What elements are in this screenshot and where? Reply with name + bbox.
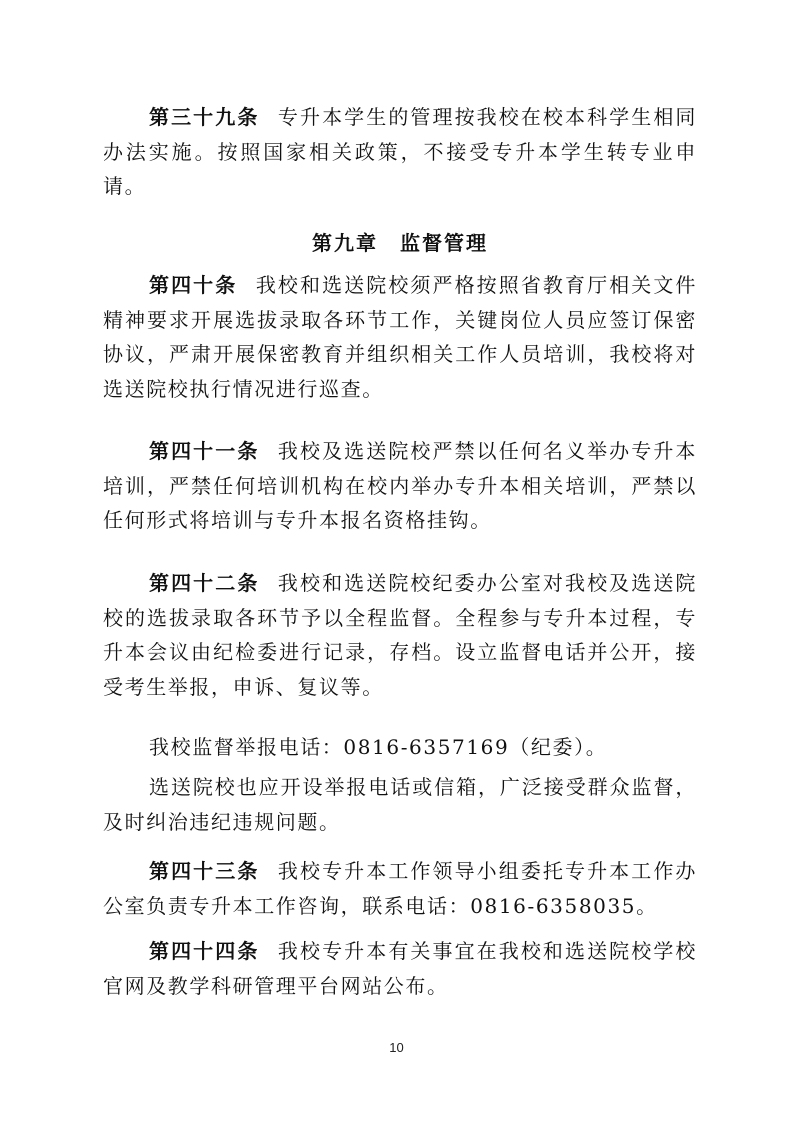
article-40-text: 我校和选送院校须严格按照省教育厅相关文件精神要求开展选拔录取各环节工作，关键岗位人员应签订保密协议，严肃开展保密教育并组织相关工作人员培训，我校将对选送院校执行情况进行巡查。 xyxy=(103,273,698,401)
article-40 xyxy=(103,268,697,406)
page-number: 10 xyxy=(389,1040,404,1055)
chapter-number: 第九章 xyxy=(312,231,378,255)
chapter-heading xyxy=(103,226,697,260)
selecting-schools-paragraph xyxy=(103,770,697,839)
article-41-text: 我校及选送院校严禁以任何名义举办专升本培训，严禁任何培训机构在校内举办专升本相关培训，严禁以任何形式将培训与专升本报名资格挂钩。 xyxy=(103,439,697,532)
selecting-schools-text: 选送院校也应开设举报电话或信箱，广泛接受群众监督，及时纠治违纪违规问题。 xyxy=(103,775,697,834)
article-43-label: 第四十三条 xyxy=(149,859,260,883)
article-41 xyxy=(103,434,697,538)
article-42-label: 第四十二条 xyxy=(149,571,260,595)
article-44-text: 我校专升本有关事宜在我校和选送院校学校官网及教学科研管理平台网站公布。 xyxy=(103,939,697,998)
article-43-text: 我校专升本工作领导小组委托专升本工作办公室负责专升本工作咨询，联系电话：0816-6358035。 xyxy=(103,859,697,918)
article-39 xyxy=(103,100,697,204)
article-44 xyxy=(103,934,697,1003)
article-39-text: 专升本学生的管理按我校在校本科学生相同办法实施。按照国家相关政策，不接受专升本学生转专业申请。 xyxy=(103,105,697,198)
hotline-paragraph xyxy=(103,730,697,765)
article-42-text: 我校和选送院校纪委办公室对我校及选送院校的选拔录取各环节予以全程监督。全程参与专升本过程，专升本会议由纪检委进行记录，存档。设立监督电话并公开，接受考生举报，申诉、复议等。 xyxy=(103,571,697,699)
article-43 xyxy=(103,854,697,923)
article-39-label: 第三十九条 xyxy=(149,105,260,129)
article-44-label: 第四十四条 xyxy=(149,939,260,963)
article-41-label: 第四十一条 xyxy=(149,439,260,463)
hotline-text: 我校监督举报电话：0816-6357169（纪委）。 xyxy=(149,735,608,759)
article-40-label: 第四十条 xyxy=(149,273,238,297)
article-42 xyxy=(103,566,697,704)
chapter-title: 监督管理 xyxy=(400,231,488,255)
